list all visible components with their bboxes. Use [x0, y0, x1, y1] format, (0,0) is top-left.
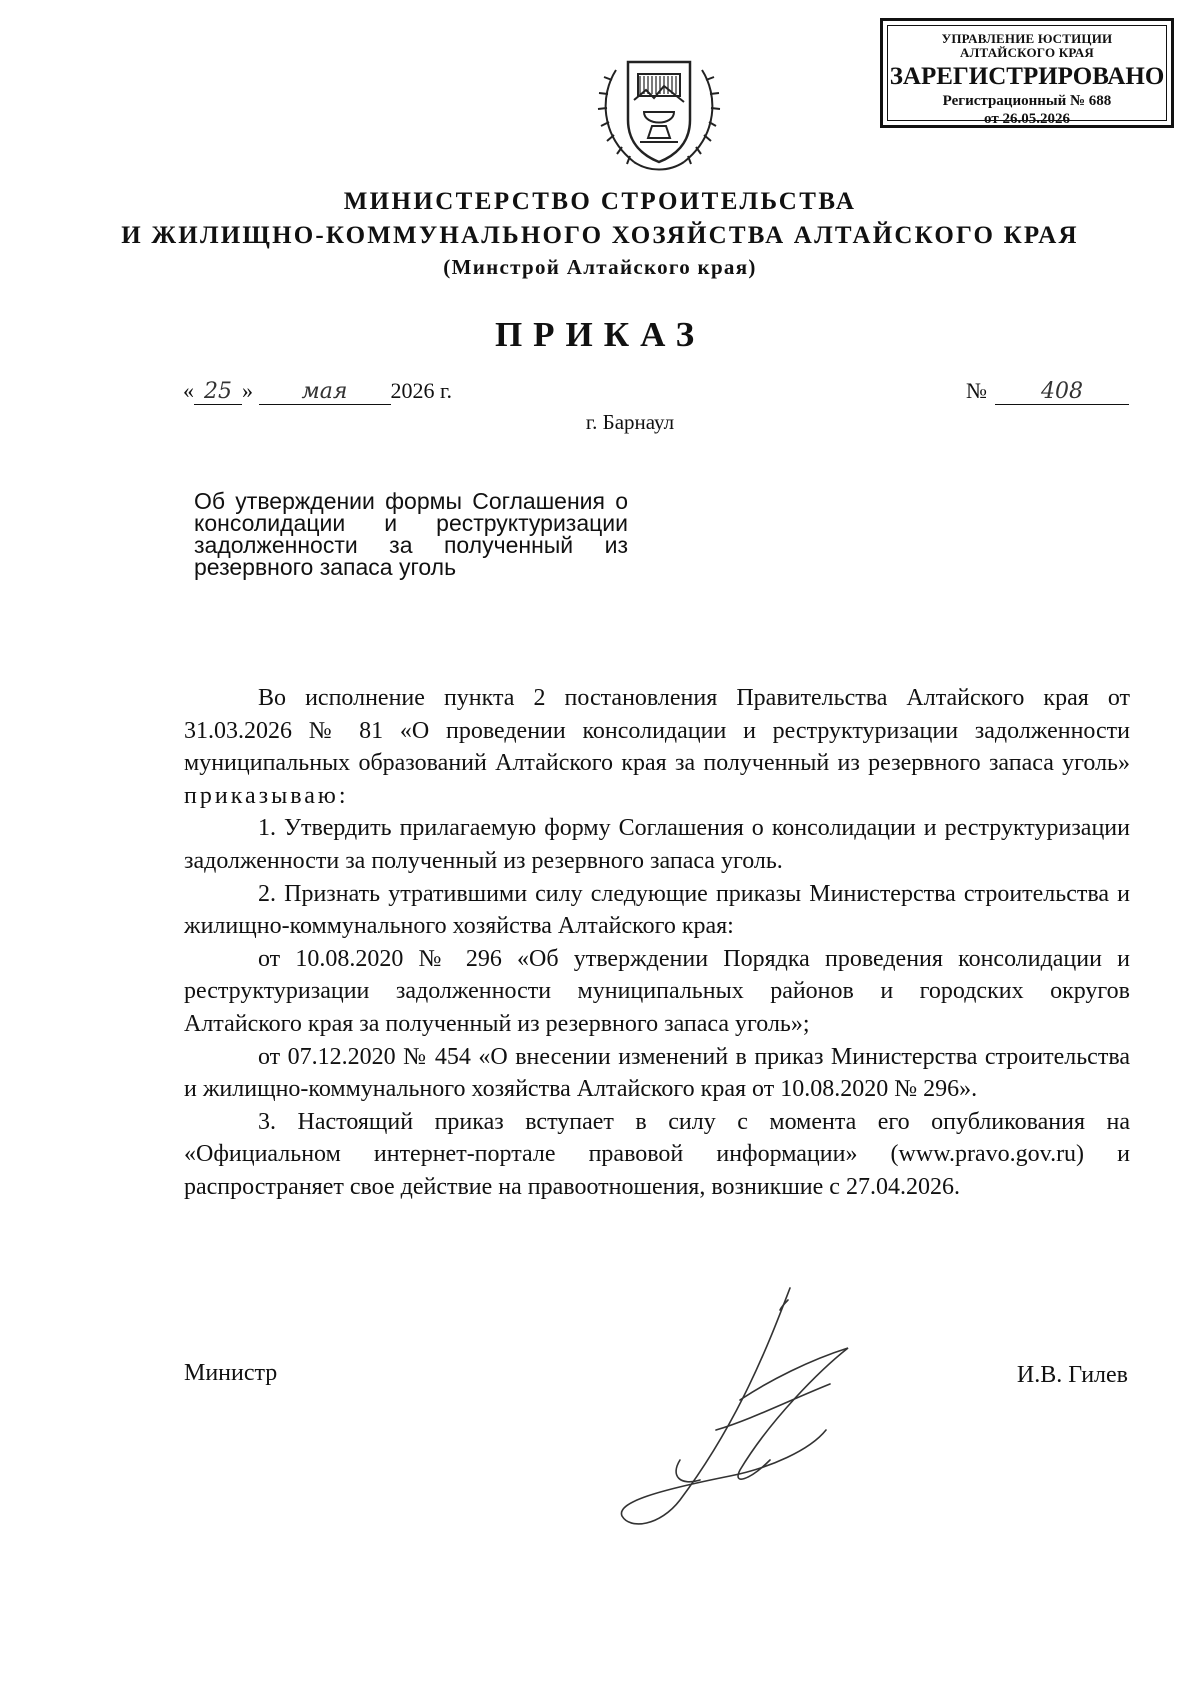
- ministry-name-line2: И ЖИЛИЩНО-КОММУНАЛЬНОГО ХОЗЯЙСТВА АЛТАЙСКОГО КРАЯ: [121, 222, 1079, 249]
- ministry-name-line1: МИНИСТЕРСТВО СТРОИТЕЛЬСТВА: [343, 188, 857, 215]
- handwritten-signature: [620, 1280, 870, 1540]
- signatory-name: И.В. Гилев: [1016, 1362, 1128, 1388]
- city: г. Барнаул: [585, 410, 675, 434]
- order-number: [966, 378, 1129, 405]
- document-type-title: ПРИКАЗ: [494, 315, 706, 354]
- order-date: [183, 378, 452, 405]
- date-quote-open: «: [183, 378, 194, 403]
- registration-stamp: [880, 18, 1174, 128]
- date-month: мая: [259, 380, 391, 405]
- coat-of-arms-icon: [594, 40, 724, 180]
- order-body: [184, 682, 1130, 1204]
- stamp-reg-number: Регистрационный № 688: [942, 93, 1112, 109]
- stamp-reg-date: от 26.05.2026: [984, 111, 1070, 127]
- body-paragraph-repealed2: от 07.12.2020 № 454 «О внесении изменений в приказ Министерства строительства и жилищно-коммунального хозяйства Алтайского края от 10.08.2020 № 296».: [184, 1043, 1130, 1103]
- stamp-org-line1: УПРАВЛЕНИЕ ЮСТИЦИИ: [941, 31, 1113, 46]
- order-subject: Об утверждении формы Соглашения о консолидации и реструктуризации задолженности за полученный из резервного запаса уголь: [194, 488, 628, 580]
- number-value: 408: [995, 380, 1129, 405]
- stamp-org-line2: АЛТАЙСКОГО КРАЯ: [960, 45, 1094, 60]
- body-paragraph-preamble: [184, 682, 1130, 812]
- body-paragraph-repealed1: от 10.08.2020 № 296 «Об утверждении Порядка проведения консолидации и реструктуризации задолженности муниципальных районов и городских округов Алтайского края за полученный из резервного запаса уголь»;: [184, 945, 1130, 1037]
- body-paragraph-item3: 3. Настоящий приказ вступает в силу с момента его опубликования на «Официальном интернет-портале правовой информации» (www.pravo.gov.ru) и распространяет свое действие на правоотношения, возникшие с 27.04.2026.: [184, 1108, 1130, 1200]
- preamble-text: Во исполнение пункта 2 постановления Правительства Алтайского края от 31.03.2026 № 81 «О проведении консолидации и реструктуризации задолженности муниципальных образований Алтайского края за полученный из резервного запаса уголь»: [184, 685, 1130, 777]
- stamp-inner-frame: [887, 25, 1167, 127]
- command-word: приказываю:: [184, 782, 349, 809]
- body-paragraph-item1: 1. Утвердить прилагаемую форму Соглашения о консолидации и реструктуризации задолженности за полученный из резервного запаса уголь.: [184, 815, 1130, 874]
- stamp-status: ЗАРЕГИСТРИРОВАНО: [889, 63, 1165, 90]
- signatory-title: Министр: [184, 1360, 278, 1386]
- date-quote-close: »: [242, 378, 253, 403]
- date-year: 2026 г.: [390, 378, 453, 403]
- date-day: 25: [194, 380, 242, 405]
- number-label: №: [966, 378, 987, 403]
- ministry-short-name: (Минстрой Алтайского края): [443, 255, 757, 279]
- body-paragraph-item2: 2. Признать утратившими силу следующие приказы Министерства строительства и жилищно-коммунального хозяйства Алтайского края:: [184, 880, 1130, 940]
